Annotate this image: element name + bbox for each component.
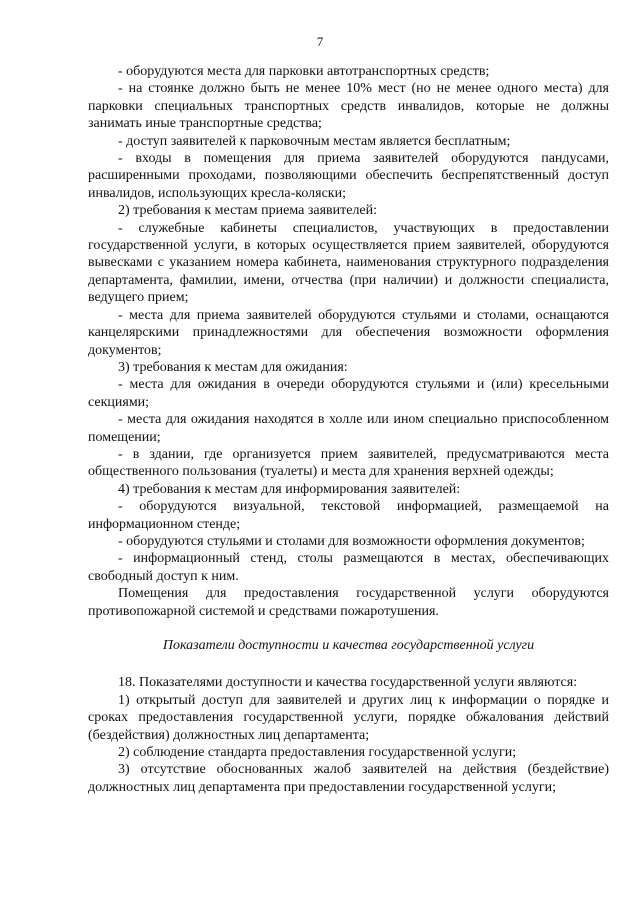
paragraph: 2) требования к местам приема заявителей: — [118, 203, 378, 219]
paragraph: 2) соблюдение стандарта предоставления государственной услуги; — [118, 745, 517, 761]
document-body — [88, 63, 609, 796]
paragraph: - оборудуются стульями и столами для возможности оформления документов; — [118, 533, 585, 549]
quality-indicators-section — [88, 674, 609, 796]
requirements-section — [88, 63, 609, 620]
paragraph: 18. Показателями доступности и качества государственной услуги являются: — [118, 675, 578, 691]
paragraph: - в здании, где организуется прием заявителей, предусматриваются места общественного пользования (туалеты) и места для хранения верхней одежды; — [88, 446, 609, 480]
paragraph: - оборудуются визуальной, текстовой информацией, размещаемой на информационном стенде; — [88, 499, 609, 532]
paragraph: 4) требования к местам для информирования заявителей: — [118, 481, 461, 497]
paragraph: - служебные кабинеты специалистов, участвующих в предоставлении государственной услуги, в которых осуществляется прием заявителей, оборудуются вывесками с указанием номера кабинета, наименования структурного подразделения департамента, фамилии, имени, отчества (при наличии) и должности специалиста, ведущего прием; — [88, 220, 609, 306]
paragraph: - информационный стенд, столы размещаются в местах, обеспечивающих свободный доступ к ним. — [88, 551, 609, 584]
paragraph: 3) требования к местам для ожидания: — [118, 359, 348, 375]
section-heading: Показатели доступности и качества государственной услуги — [162, 638, 535, 653]
paragraph: Помещения для предоставления государственной услуги оборудуются противопожарной системой и средствами пожаротушения. — [88, 586, 609, 619]
paragraph: - места для ожидания находятся в холле или ином специально приспособленном помещении; — [88, 412, 609, 445]
paragraph: - оборудуются места для парковки автотранспортных средств; — [118, 64, 490, 79]
paragraph: - входы в помещения для приема заявителей оборудуются пандусами, расширенными проходами, позволяющими обеспечить беспрепятственный доступ инвалидов, использующих кресла-коляски; — [88, 151, 609, 201]
paragraph: - доступ заявителей к парковочным местам является бесплатным; — [118, 133, 511, 149]
paragraph: 1) открытый доступ для заявителей и других лиц к информации о порядке и сроках предоставления государственной услуги, порядке обжалования действий (бездействия) должностных лиц департамента; — [88, 692, 609, 743]
paragraph: - места для приема заявителей оборудуются стульями и столами, оснащаются канцелярскими принадлежностями для обеспечения возможности оформления документов; — [88, 307, 609, 358]
paragraph: 3) отсутствие обоснованных жалоб заявителей на действия (бездействие) должностных лиц департамента при предоставлении государственной услуги; — [88, 762, 609, 795]
paragraph: - места для ожидания в очереди оборудуются стульями и (или) кресельными секциями; — [88, 377, 609, 410]
paragraph: - на стоянке должно быть не менее 10% мест (но не менее одного места) для парковки специальных транспортных средств инвалидов, которые не должны занимать иные транспортные средства; — [88, 81, 609, 132]
page-number: 7 — [316, 34, 324, 49]
